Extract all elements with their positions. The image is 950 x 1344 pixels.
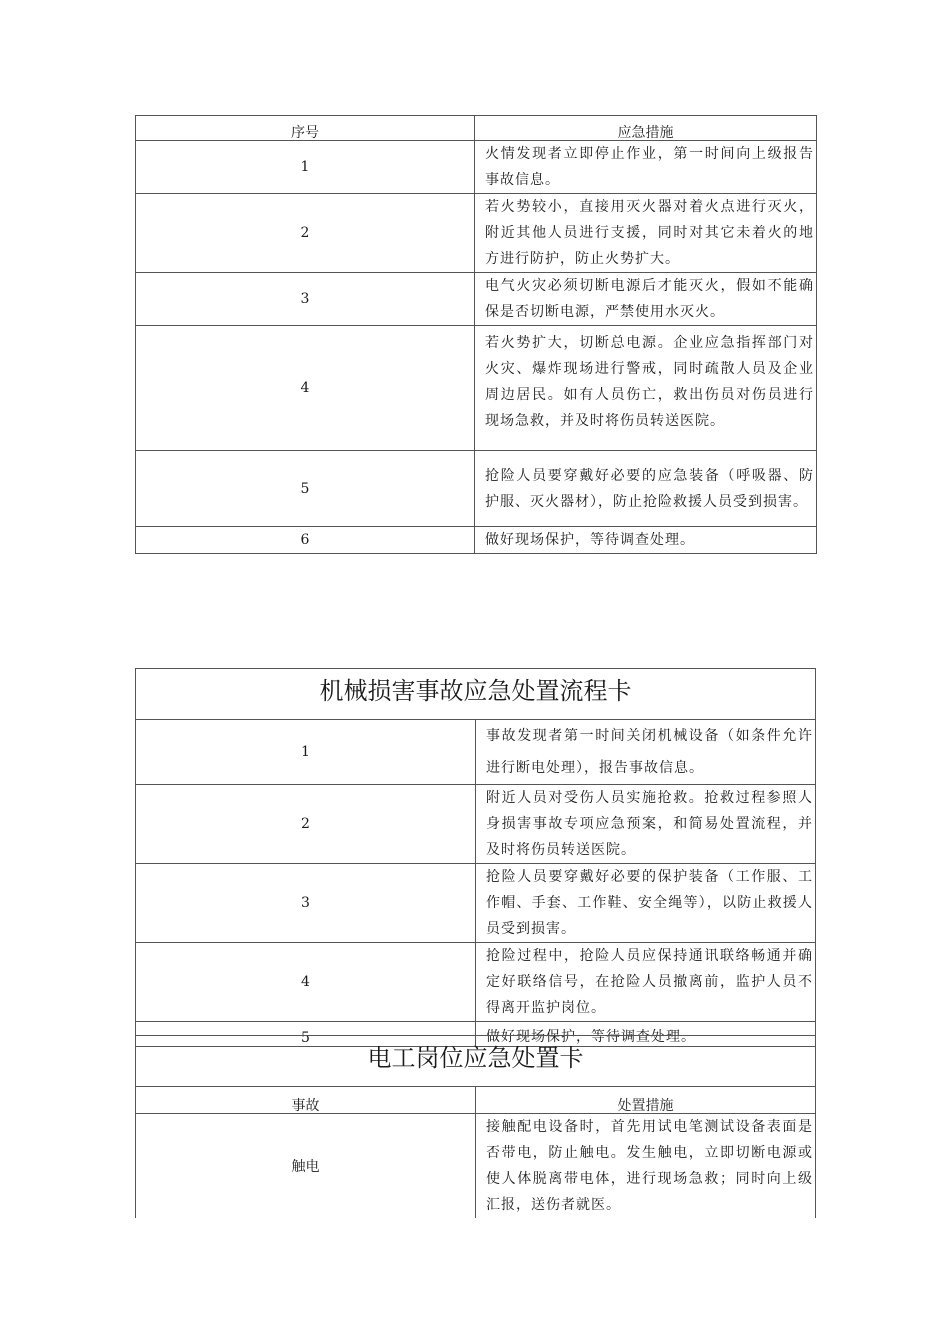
row-number: 2 bbox=[136, 785, 476, 864]
row-text: 火情发现者立即停止作业，第一时间向上级报告事故信息。 bbox=[475, 141, 817, 194]
row-text: 抢险人员要穿戴好必要的保护装备（工作服、工作帽、手套、工作鞋、安全绳等），以防止救援人员受到损害。 bbox=[476, 864, 816, 943]
row-number: 1 bbox=[136, 141, 475, 194]
row-number: 1 bbox=[136, 720, 476, 785]
row-text: 事故发现者第一时间关闭机械设备（如条件允许进行断电处理），报告事故信息。 bbox=[476, 720, 816, 785]
table-row bbox=[136, 273, 817, 326]
table-title: 机械损害事故应急处置流程卡 bbox=[136, 669, 816, 720]
row-number: 5 bbox=[136, 1022, 476, 1047]
row-number: 4 bbox=[136, 943, 476, 1022]
emergency-table-3 bbox=[135, 1035, 816, 1218]
table-header-row bbox=[136, 1087, 816, 1114]
row-text: 做好现场保护，等待调查处理。 bbox=[476, 1022, 816, 1047]
table-row bbox=[136, 1114, 816, 1219]
row-text: 接触配电设备时，首先用试电笔测试设备表面是否带电，防止触电。发生触电，立即切断电源或使人体脱离带电体，进行现场急救；同时向上级汇报，送伤者就医。 bbox=[476, 1114, 816, 1219]
table-row bbox=[136, 943, 816, 1022]
row-accident: 触电 bbox=[136, 1114, 476, 1219]
table-title-row bbox=[136, 669, 816, 720]
header-accident: 事故 bbox=[136, 1087, 476, 1114]
row-number: 2 bbox=[136, 194, 475, 273]
row-text: 抢险人员要穿戴好必要的应急装备（呼吸器、防护服、灭火器材），防止抢险救援人员受到损害。 bbox=[475, 451, 817, 527]
table-row bbox=[136, 864, 816, 943]
table-row bbox=[136, 194, 817, 273]
header-measures: 应急措施 bbox=[475, 116, 817, 141]
table-row bbox=[136, 141, 817, 194]
table-header-row bbox=[136, 116, 817, 141]
row-number: 4 bbox=[136, 326, 475, 451]
row-text: 电气火灾必须切断电源后才能灭火，假如不能确保是否切断电源，严禁使用水灭火。 bbox=[475, 273, 817, 326]
row-number: 3 bbox=[136, 273, 475, 326]
table-row bbox=[136, 451, 817, 527]
table-title-row bbox=[136, 1036, 816, 1087]
table-row bbox=[136, 720, 816, 785]
table-row bbox=[136, 326, 817, 451]
row-number: 3 bbox=[136, 864, 476, 943]
row-text: 若火势较小，直接用灭火器对着火点进行灭火，附近其他人员进行支援，同时对其它未着火的地方进行防护，防止火势扩大。 bbox=[475, 194, 817, 273]
row-text: 做好现场保护，等待调查处理。 bbox=[475, 527, 817, 554]
row-text: 若火势扩大，切断总电源。企业应急指挥部门对火灾、爆炸现场进行警戒，同时疏散人员及企业周边居民。如有人员伤亡，救出伤员对伤员进行现场急救，并及时将伤员转送医院。 bbox=[475, 326, 817, 451]
header-serial: 序号 bbox=[136, 116, 475, 141]
header-measures: 处置措施 bbox=[476, 1087, 816, 1114]
table-title: 电工岗位应急处置卡 bbox=[136, 1036, 816, 1087]
row-number: 6 bbox=[136, 527, 475, 554]
row-number: 5 bbox=[136, 451, 475, 527]
table-row bbox=[136, 785, 816, 864]
row-text: 附近人员对受伤人员实施抢救。抢救过程参照人身损害事故专项应急预案，和简易处置流程，并及时将伤员转送医院。 bbox=[476, 785, 816, 864]
emergency-table-2 bbox=[135, 668, 816, 1047]
table-row bbox=[136, 527, 817, 554]
emergency-table-1 bbox=[135, 115, 817, 554]
row-text: 抢险过程中，抢险人员应保持通讯联络畅通并确定好联络信号，在抢险人员撤离前，监护人员不得离开监护岗位。 bbox=[476, 943, 816, 1022]
